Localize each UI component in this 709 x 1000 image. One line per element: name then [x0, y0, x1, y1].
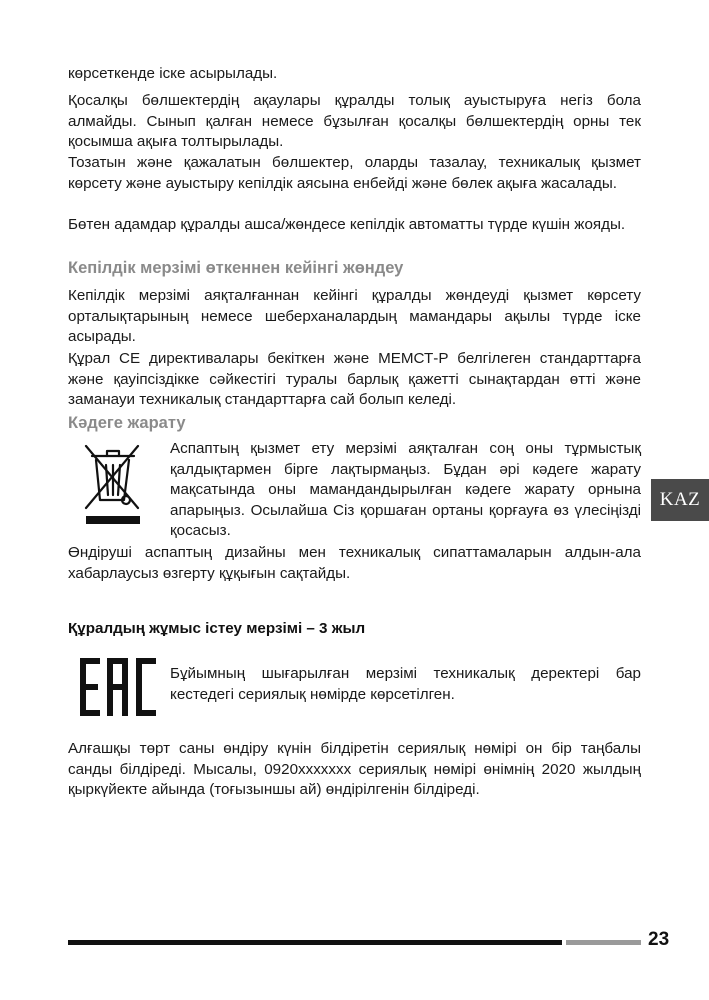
paragraph-spare-parts: Қосалқы бөлшектердің ақаулары құралды толық ауыстыруға негіз бола алмайды. Сынып қалған немесе бұзылған қосалқы бөлшектердің орны тек қосымша ақыға толтырылады.	[68, 92, 641, 150]
paragraph-wear-parts: Тозатын және қажалатын бөлшектер, оларды тазалау, техникалық қызмет көрсету және ауыстыру кепілдік аясына енбейді және бөлек ақыға жасалады.	[68, 154, 641, 192]
eac-mark-icon	[80, 658, 156, 718]
paragraph-manufacture-date: Бұйымның шығарылған мерзімі техникалық деректері бар кестедегі сериялық нөмірде көрсетілген.	[170, 665, 641, 703]
paragraph-manufacturer-rights: Өндіруші аспаптың дизайны мен техникалық сипаттамаларын алдын-ала хабарлаусыз өзгерту құқығын сақтайды.	[68, 544, 641, 582]
page-number: 23	[648, 929, 670, 950]
heading-disposal: Кәдеге жарату	[68, 414, 186, 432]
footer-bar-gray	[566, 940, 641, 945]
paragraph-paid-repair: Кепілдік мерзімі аяқталғаннан кейінгі құралды жөндеуді қызмет көрсету орталықтарының немесе шеберханалардың мамандары ақылы түрде іске асырады.	[68, 287, 641, 345]
paragraph-warranty-end: көрсеткенде іске асырылады.	[68, 65, 278, 82]
language-tab: KAZ	[651, 479, 709, 521]
paragraph-ce-compliance: Құрал CE директивалары бекіткен және МЕМСТ-Р белгілеген стандарттарға және қауіпсіздікке сәйкестігі туралы барлық қажетті сынақтардан өтті және заманауи техникалық стандарттарға сай болып келеді.	[68, 350, 641, 408]
crossed-out-wheelie-bin-icon	[80, 440, 146, 528]
paragraph-serial-number: Алғашқы төрт саны өндіру күнін білдіретін сериялық нөмірі он бір таңбалы санды білдіреді. Мысалы, 0920xxxxxxx сериялық нөмірі өнімнің 2020 жылдың қыркүйекте айында (тоғызыншы ай) өндірілгенін білдіреді.	[68, 740, 641, 798]
footer-bar-black	[68, 940, 562, 945]
paragraph-disposal-instructions: Аспаптың қызмет ету мерзімі аяқталған соң оны тұрмыстық қалдықтармен бірге лақтырмаңыз. Бұдан әрі кәдеге жарату мақсатында оны мамандандырылған кәдеге жарату орнына апарыңыз. Осылайша Сіз қоршаған ортаны қорғауға өз үлесіңізді қосасыз.	[170, 440, 641, 539]
heading-post-warranty-repair: Кепілдік мерзімі өткеннен кейінгі жөндеу	[68, 259, 404, 277]
heading-service-life: Құралдың жұмыс істеу мерзімі – 3 жыл	[68, 620, 366, 637]
paragraph-unauthorized-repair: Бөтен адамдар құралды ашса/жөндесе кепілдік автоматты түрде күшін жояды.	[68, 216, 626, 233]
